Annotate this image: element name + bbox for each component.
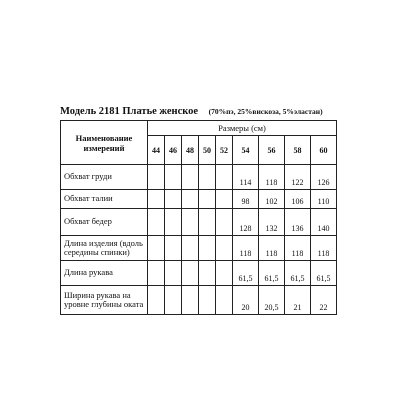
row-label: Длина изделия (вдоль середины спинки) xyxy=(61,236,148,261)
value-cell: 114 xyxy=(233,165,259,190)
value-cell xyxy=(199,190,216,209)
row-label: Длина рукава xyxy=(61,261,148,286)
value-cell xyxy=(165,286,182,315)
value-cell xyxy=(165,261,182,286)
document-title xyxy=(60,106,323,117)
value-cell xyxy=(148,261,165,286)
value-cell xyxy=(148,236,165,261)
value-cell xyxy=(199,236,216,261)
value-cell xyxy=(216,236,233,261)
fabric-composition: (70%пэ, 25%вискоза, 5%эластан) xyxy=(208,107,323,116)
size-header-cell: 46 xyxy=(165,136,182,165)
value-cell xyxy=(182,165,199,190)
value-cell xyxy=(148,286,165,315)
row-label: Обхват бедер xyxy=(61,209,148,236)
value-cell: 20,5 xyxy=(259,286,285,315)
table-row xyxy=(61,209,337,236)
model-title: Модель 2181 Платье женское xyxy=(60,106,199,117)
table-body xyxy=(61,165,337,315)
value-cell: 136 xyxy=(285,209,311,236)
value-cell xyxy=(165,209,182,236)
value-cell: 118 xyxy=(259,236,285,261)
value-cell xyxy=(199,209,216,236)
row-label: Обхват груди xyxy=(61,165,148,190)
value-cell: 20 xyxy=(233,286,259,315)
value-cell xyxy=(182,190,199,209)
value-cell xyxy=(165,165,182,190)
size-header-cell: 50 xyxy=(199,136,216,165)
value-cell xyxy=(216,209,233,236)
size-header-cell: 56 xyxy=(259,136,285,165)
value-cell: 61,5 xyxy=(285,261,311,286)
size-header-cell: 58 xyxy=(285,136,311,165)
size-table xyxy=(60,120,337,315)
size-header-cell: 52 xyxy=(216,136,233,165)
table-row xyxy=(61,236,337,261)
value-cell xyxy=(148,165,165,190)
value-cell: 61,5 xyxy=(233,261,259,286)
size-header-cell: 44 xyxy=(148,136,165,165)
value-cell: 61,5 xyxy=(259,261,285,286)
value-cell: 98 xyxy=(233,190,259,209)
value-cell xyxy=(216,165,233,190)
value-cell xyxy=(216,190,233,209)
value-cell: 118 xyxy=(233,236,259,261)
value-cell xyxy=(216,286,233,315)
table-row xyxy=(61,165,337,190)
row-label: Ширина рукава на уровне глубины оката xyxy=(61,286,148,315)
value-cell xyxy=(182,286,199,315)
value-cell: 61,5 xyxy=(311,261,337,286)
value-cell: 118 xyxy=(259,165,285,190)
value-cell: 102 xyxy=(259,190,285,209)
value-cell: 126 xyxy=(311,165,337,190)
table-row xyxy=(61,190,337,209)
value-cell xyxy=(148,190,165,209)
value-cell: 21 xyxy=(285,286,311,315)
value-cell: 118 xyxy=(311,236,337,261)
table-row xyxy=(61,261,337,286)
value-cell: 118 xyxy=(285,236,311,261)
header-sizes: Размеры (см) xyxy=(148,121,337,136)
row-label: Обхват талии xyxy=(61,190,148,209)
size-header-cell: 60 xyxy=(311,136,337,165)
value-cell: 110 xyxy=(311,190,337,209)
value-cell: 22 xyxy=(311,286,337,315)
value-cell xyxy=(182,261,199,286)
header-measurement-name: Наименование измерений xyxy=(61,121,148,165)
value-cell: 128 xyxy=(233,209,259,236)
value-cell: 132 xyxy=(259,209,285,236)
value-cell xyxy=(199,261,216,286)
value-cell: 140 xyxy=(311,209,337,236)
size-header-cell: 48 xyxy=(182,136,199,165)
value-cell: 106 xyxy=(285,190,311,209)
size-header-cell: 54 xyxy=(233,136,259,165)
value-cell xyxy=(165,236,182,261)
value-cell xyxy=(182,236,199,261)
value-cell xyxy=(199,286,216,315)
value-cell xyxy=(148,209,165,236)
value-cell: 122 xyxy=(285,165,311,190)
value-cell xyxy=(216,261,233,286)
value-cell xyxy=(199,165,216,190)
value-cell xyxy=(165,190,182,209)
table-row xyxy=(61,286,337,315)
value-cell xyxy=(182,209,199,236)
